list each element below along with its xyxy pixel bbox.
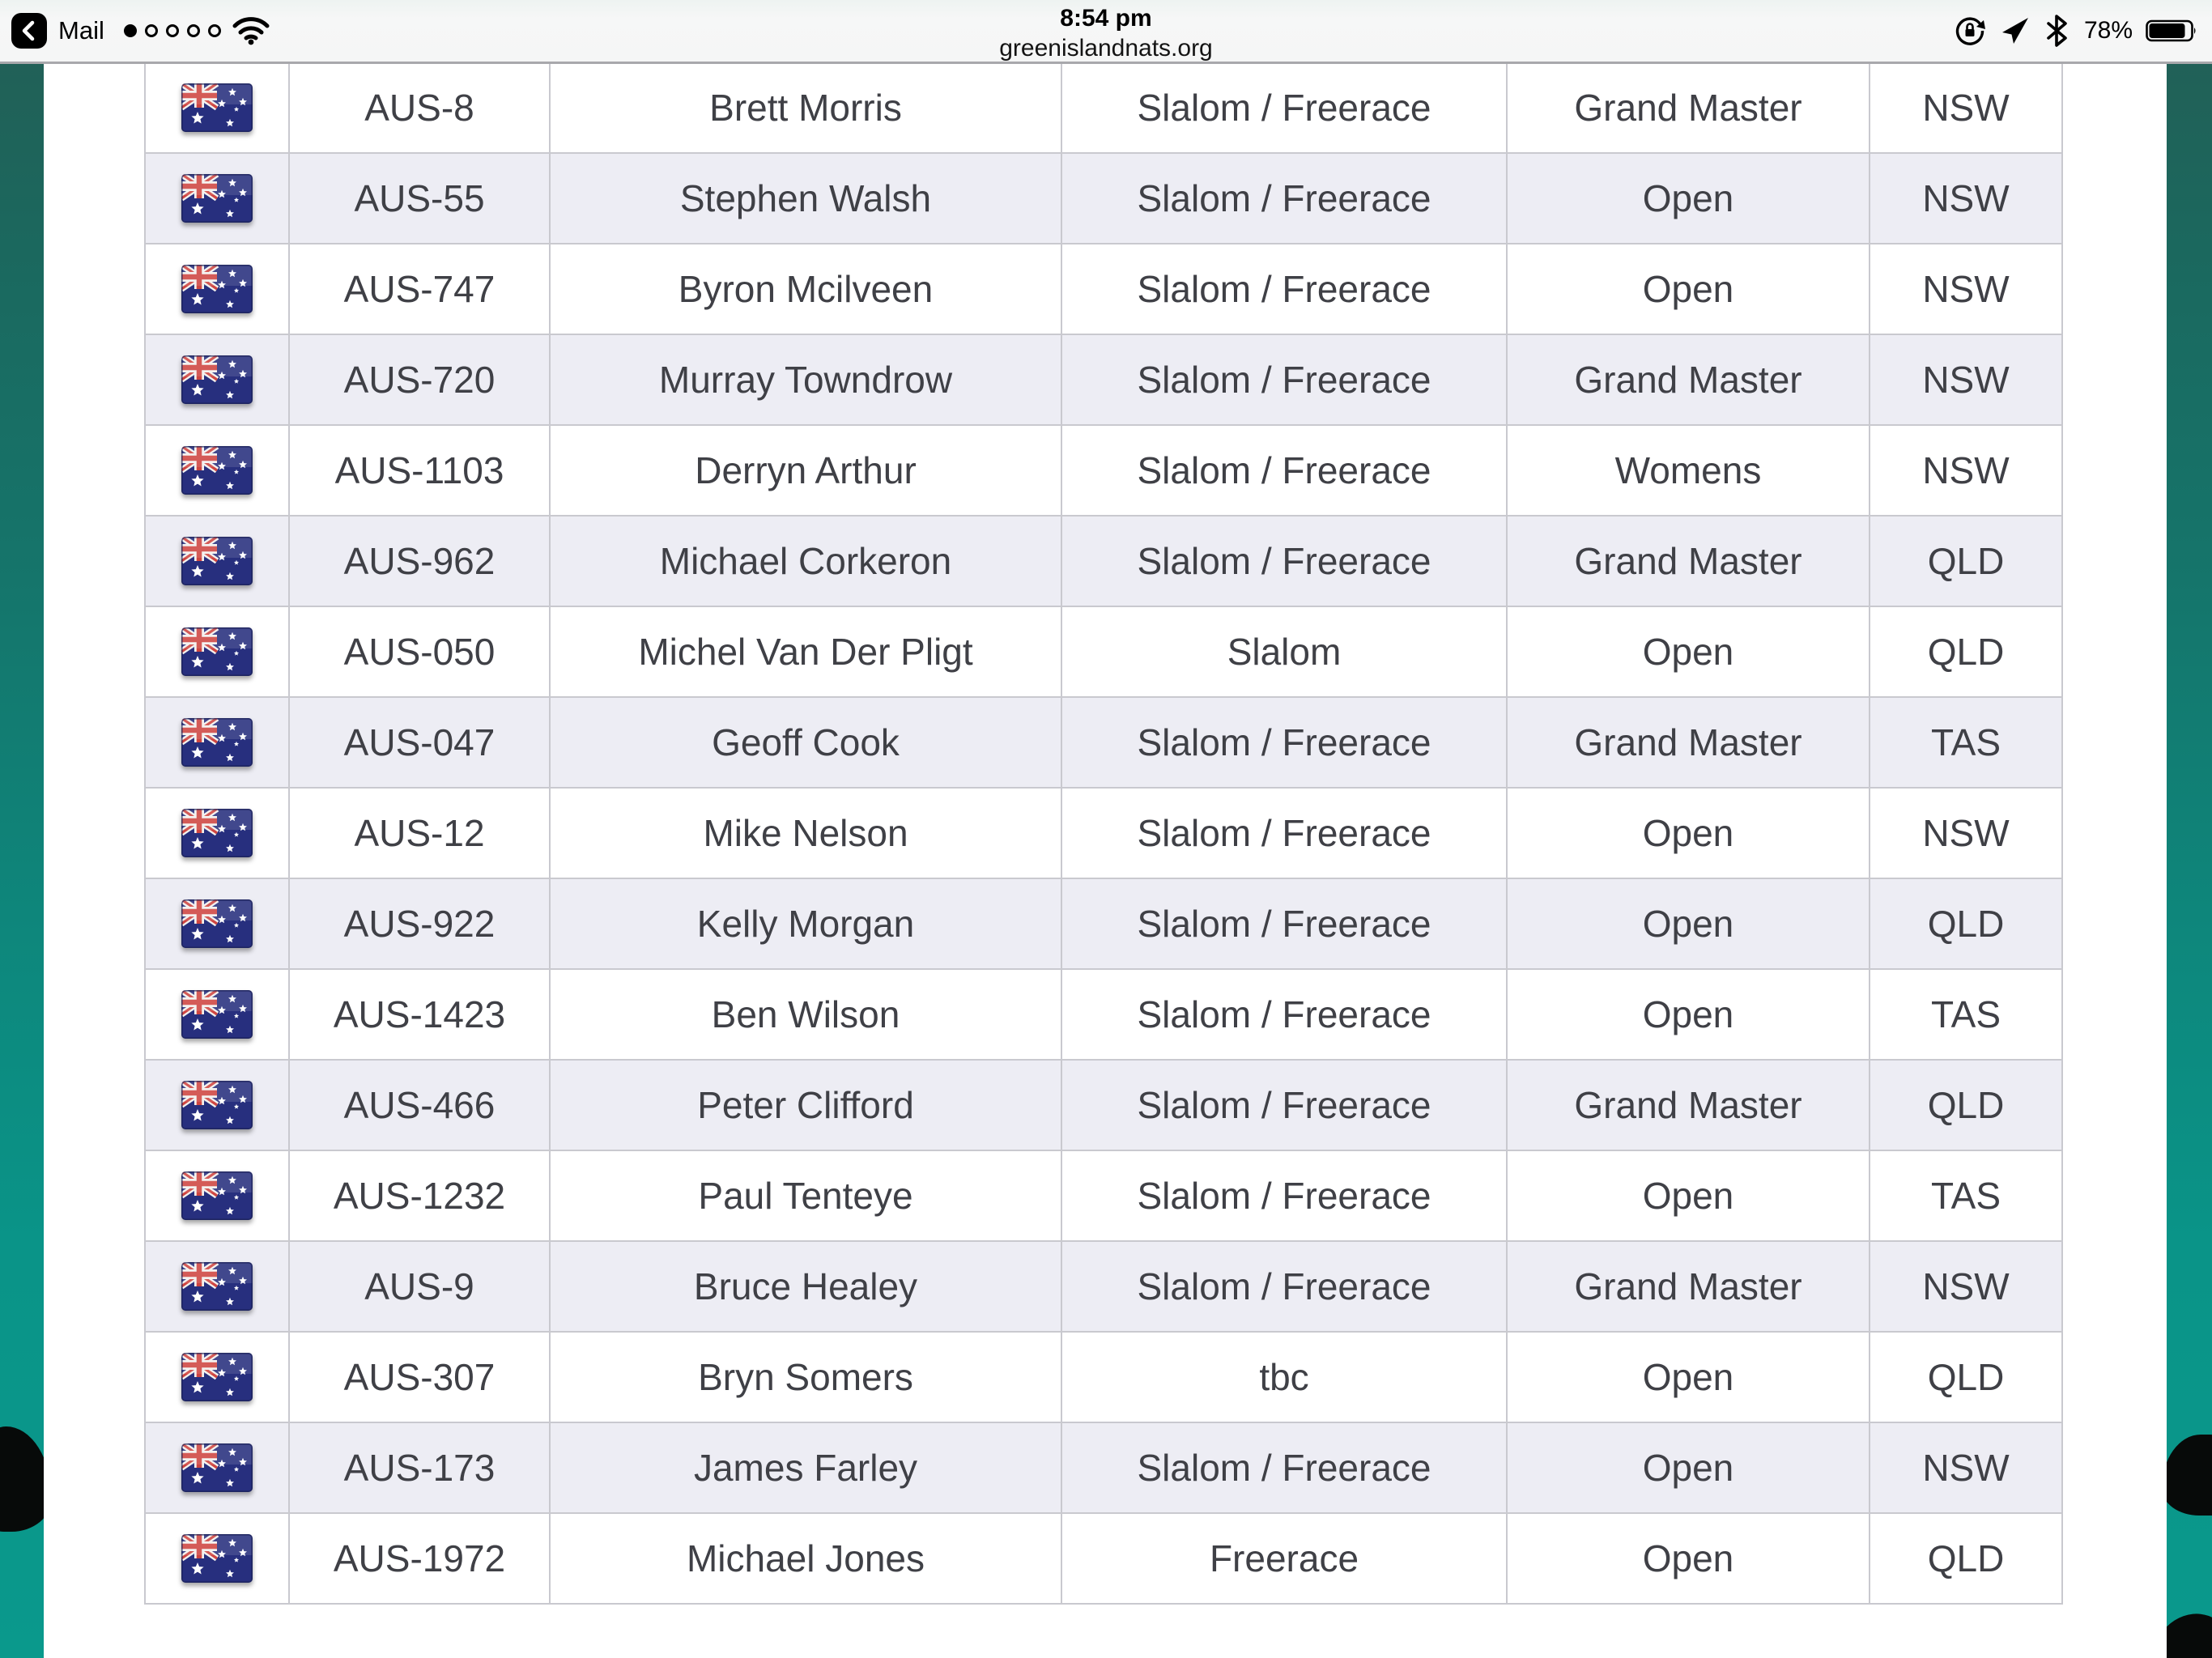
discipline-cell: Slalom / Freerace: [1061, 425, 1507, 516]
discipline-cell: tbc: [1061, 1332, 1507, 1422]
flag-cell: [145, 425, 289, 516]
state-cell: NSW: [1870, 62, 2062, 153]
australia-flag-icon: [181, 1534, 253, 1583]
state-cell: TAS: [1870, 1150, 2062, 1241]
discipline-cell: Slalom / Freerace: [1061, 516, 1507, 606]
sail-number-cell: AUS-747: [289, 244, 550, 334]
table-row: [145, 606, 2062, 697]
sail-number-cell: AUS-962: [289, 516, 550, 606]
flag-cell: [145, 244, 289, 334]
flag-cell: [145, 1513, 289, 1604]
flag-cell: [145, 334, 289, 425]
back-app-label[interactable]: Mail: [58, 16, 104, 45]
australia-flag-icon: [181, 83, 253, 132]
discipline-cell: Slalom / Freerace: [1061, 878, 1507, 969]
table-row: [145, 425, 2062, 516]
competitor-name-cell: Mike Nelson: [550, 788, 1061, 878]
sail-number-cell: AUS-9: [289, 1241, 550, 1332]
competitor-name-cell: James Farley: [550, 1422, 1061, 1513]
safari-status-bar: [0, 0, 2212, 64]
location-arrow-icon: [2000, 15, 2031, 46]
battery-percent-label: 78%: [2083, 17, 2133, 44]
sail-number-cell: AUS-922: [289, 878, 550, 969]
discipline-cell: Slalom / Freerace: [1061, 1060, 1507, 1150]
discipline-cell: Freerace: [1061, 1513, 1507, 1604]
state-cell: NSW: [1870, 788, 2062, 878]
australia-flag-icon: [181, 809, 253, 857]
division-cell: Open: [1507, 788, 1870, 878]
discipline-cell: Slalom / Freerace: [1061, 153, 1507, 244]
table-row: [145, 697, 2062, 788]
flag-cell: [145, 1241, 289, 1332]
clock-time: 8:54 pm: [1060, 5, 1152, 32]
state-cell: NSW: [1870, 244, 2062, 334]
discipline-cell: Slalom / Freerace: [1061, 1422, 1507, 1513]
sail-number-cell: AUS-050: [289, 606, 550, 697]
sail-number-cell: AUS-1232: [289, 1150, 550, 1241]
australia-flag-icon: [181, 355, 253, 404]
competitor-name-cell: Murray Towndrow: [550, 334, 1061, 425]
table-row: [145, 1332, 2062, 1422]
flag-cell: [145, 788, 289, 878]
division-cell: Open: [1507, 1422, 1870, 1513]
competitor-name-cell: Bruce Healey: [550, 1241, 1061, 1332]
discipline-cell: Slalom / Freerace: [1061, 1241, 1507, 1332]
competitor-name-cell: Byron Mcilveen: [550, 244, 1061, 334]
australia-flag-icon: [181, 1262, 253, 1311]
division-cell: Open: [1507, 969, 1870, 1060]
state-cell: NSW: [1870, 334, 2062, 425]
table-row: [145, 1422, 2062, 1513]
flag-cell: [145, 516, 289, 606]
competitor-name-cell: Ben Wilson: [550, 969, 1061, 1060]
sail-number-cell: AUS-720: [289, 334, 550, 425]
australia-flag-icon: [181, 174, 253, 223]
discipline-cell: Slalom / Freerace: [1061, 244, 1507, 334]
table-row: [145, 969, 2062, 1060]
table-row: [145, 1513, 2062, 1604]
discipline-cell: Slalom / Freerace: [1061, 788, 1507, 878]
table-row: [145, 516, 2062, 606]
table-row: [145, 244, 2062, 334]
sail-number-cell: AUS-173: [289, 1422, 550, 1513]
australia-flag-icon: [181, 1443, 253, 1492]
australia-flag-icon: [181, 1353, 253, 1401]
competitor-name-cell: Brett Morris: [550, 62, 1061, 153]
battery-icon: [2146, 19, 2199, 43]
australia-flag-icon: [181, 1171, 253, 1220]
state-cell: QLD: [1870, 1513, 2062, 1604]
discipline-cell: Slalom / Freerace: [1061, 62, 1507, 153]
australia-flag-icon: [181, 990, 253, 1039]
competitor-name-cell: Michel Van Der Pligt: [550, 606, 1061, 697]
table-row: [145, 153, 2062, 244]
table-row: [145, 878, 2062, 969]
australia-flag-icon: [181, 718, 253, 767]
competitor-name-cell: Michael Corkeron: [550, 516, 1061, 606]
australia-flag-icon: [181, 537, 253, 585]
flag-cell: [145, 697, 289, 788]
state-cell: NSW: [1870, 425, 2062, 516]
rotation-lock-icon: [1953, 14, 1987, 48]
division-cell: Grand Master: [1507, 62, 1870, 153]
flag-cell: [145, 969, 289, 1060]
bluetooth-icon: [2044, 13, 2071, 49]
state-cell: QLD: [1870, 1060, 2062, 1150]
flag-cell: [145, 606, 289, 697]
division-cell: Grand Master: [1507, 1241, 1870, 1332]
state-cell: TAS: [1870, 697, 2062, 788]
flag-cell: [145, 62, 289, 153]
competitor-name-cell: Bryn Somers: [550, 1332, 1061, 1422]
competitor-name-cell: Derryn Arthur: [550, 425, 1061, 516]
table-row: [145, 1150, 2062, 1241]
table-row: [145, 62, 2062, 153]
state-cell: NSW: [1870, 1241, 2062, 1332]
australia-flag-icon: [181, 1081, 253, 1129]
flag-cell: [145, 878, 289, 969]
flag-cell: [145, 1150, 289, 1241]
discipline-cell: Slalom / Freerace: [1061, 697, 1507, 788]
state-cell: QLD: [1870, 1332, 2062, 1422]
division-cell: Grand Master: [1507, 697, 1870, 788]
sail-number-cell: AUS-047: [289, 697, 550, 788]
discipline-cell: Slalom / Freerace: [1061, 334, 1507, 425]
sail-number-cell: AUS-307: [289, 1332, 550, 1422]
competitor-name-cell: Michael Jones: [550, 1513, 1061, 1604]
flag-cell: [145, 1060, 289, 1150]
discipline-cell: Slalom / Freerace: [1061, 1150, 1507, 1241]
flag-cell: [145, 153, 289, 244]
state-cell: QLD: [1870, 878, 2062, 969]
sail-number-cell: AUS-1423: [289, 969, 550, 1060]
australia-flag-icon: [181, 899, 253, 948]
division-cell: Open: [1507, 1150, 1870, 1241]
sail-number-cell: AUS-1103: [289, 425, 550, 516]
division-cell: Open: [1507, 1513, 1870, 1604]
division-cell: Open: [1507, 878, 1870, 969]
sail-number-cell: AUS-8: [289, 62, 550, 153]
division-cell: Open: [1507, 244, 1870, 334]
competitor-name-cell: Stephen Walsh: [550, 153, 1061, 244]
table-row: [145, 1060, 2062, 1150]
table-row: [145, 788, 2062, 878]
division-cell: Womens: [1507, 425, 1870, 516]
australia-flag-icon: [181, 627, 253, 676]
flag-cell: [145, 1422, 289, 1513]
division-cell: Grand Master: [1507, 516, 1870, 606]
table-row: [145, 1241, 2062, 1332]
sail-number-cell: AUS-466: [289, 1060, 550, 1150]
competitor-name-cell: Paul Tenteye: [550, 1150, 1061, 1241]
discipline-cell: Slalom: [1061, 606, 1507, 697]
sail-number-cell: AUS-55: [289, 153, 550, 244]
australia-flag-icon: [181, 446, 253, 495]
state-cell: TAS: [1870, 969, 2062, 1060]
state-cell: NSW: [1870, 153, 2062, 244]
division-cell: Open: [1507, 153, 1870, 244]
sail-number-cell: AUS-1972: [289, 1513, 550, 1604]
roster-body: [145, 62, 2062, 1604]
division-cell: Grand Master: [1507, 1060, 1870, 1150]
division-cell: Grand Master: [1507, 334, 1870, 425]
state-cell: QLD: [1870, 516, 2062, 606]
division-cell: Open: [1507, 1332, 1870, 1422]
competitor-name-cell: Peter Clifford: [550, 1060, 1061, 1150]
division-cell: Open: [1507, 606, 1870, 697]
url-bar[interactable]: [0, 0, 2212, 62]
page-url[interactable]: greenislandnats.org: [999, 35, 1213, 62]
sail-number-cell: AUS-12: [289, 788, 550, 878]
australia-flag-icon: [181, 265, 253, 313]
competitor-table: [144, 62, 2063, 1605]
competitor-name-cell: Geoff Cook: [550, 697, 1061, 788]
flag-cell: [145, 1332, 289, 1422]
table-row: [145, 334, 2062, 425]
state-cell: QLD: [1870, 606, 2062, 697]
discipline-cell: Slalom / Freerace: [1061, 969, 1507, 1060]
state-cell: NSW: [1870, 1422, 2062, 1513]
competitor-name-cell: Kelly Morgan: [550, 878, 1061, 969]
